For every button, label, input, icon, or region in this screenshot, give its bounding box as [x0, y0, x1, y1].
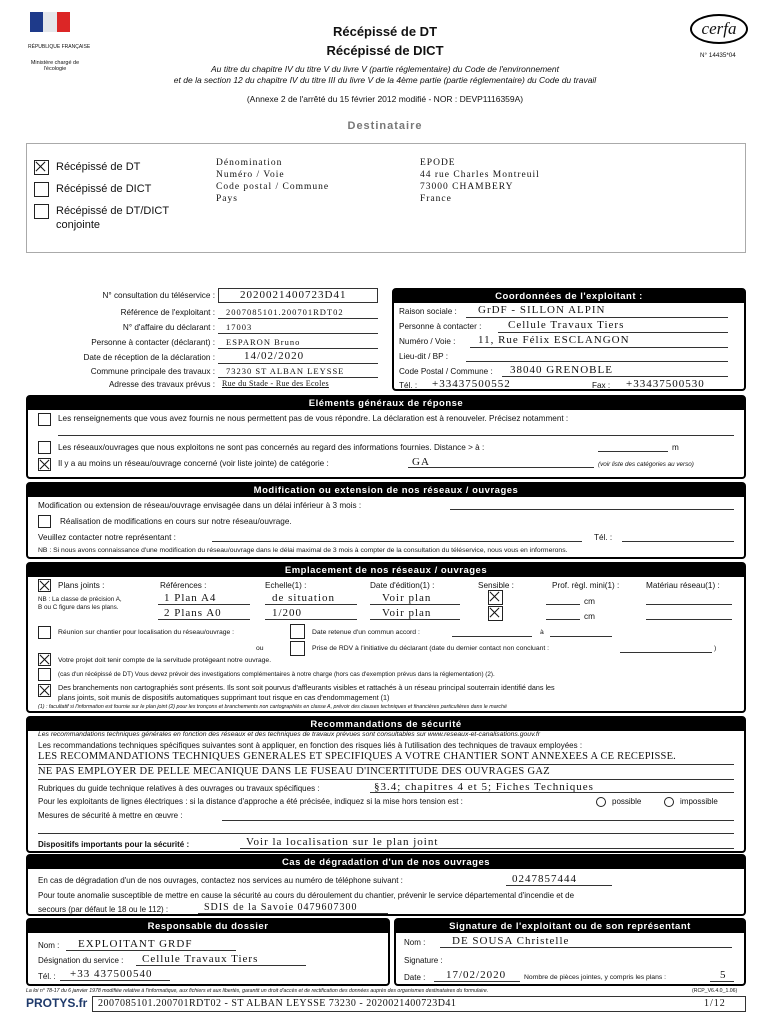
line-secu1	[38, 764, 734, 765]
line-secu6	[240, 848, 734, 849]
resp-label-tel: Tél. :	[38, 972, 56, 981]
label-recepisse-dt: Récépissé de DT	[56, 161, 141, 173]
label-m: m	[672, 443, 679, 452]
label-adresse: Adresse des travaux prévus :	[108, 380, 215, 389]
checkbox-plans-joints[interactable]	[38, 579, 51, 592]
resp-label-service: Désignation du service :	[38, 956, 124, 965]
checkbox-branchements[interactable]	[38, 684, 51, 697]
label-personne: Personne à contacter :	[399, 322, 482, 331]
line-secu5b	[38, 833, 734, 834]
checkbox-concerne[interactable]	[38, 458, 51, 471]
degrad-value3: SDIS de la Savoie 0479607300	[204, 902, 358, 913]
line-row1-date	[370, 604, 460, 605]
categorie-note: (voir liste des catégories au verso)	[598, 461, 694, 468]
exploitant-heading: Coordonnées de l'exploitant :	[394, 290, 744, 303]
row1-echelle: de situation	[272, 592, 336, 604]
secu-line1: Les recommandations techniques générales en fonction des réseaux et des techniques de travaux prévues sont consultables sur www.reseaux-et-canalisations.gouv.fr	[38, 731, 540, 738]
line-date-retenue	[452, 636, 532, 637]
elements-heading: Eléments généraux de réponse	[28, 397, 744, 410]
line-numero	[470, 347, 728, 348]
label-representant: Veuillez contacter notre représentant :	[38, 533, 176, 542]
sign-label-nom: Nom :	[404, 938, 426, 947]
label-branchements-a: Des branchements non cartographiés sont présents. Ils sont soit pourvus d'affleurants visibles et rattachés à un réseau principal souterrain identifié dans les	[58, 683, 555, 692]
resp-value-service: Cellule Travaux Tiers	[142, 953, 259, 965]
row2-ref: 2 Plans A0	[164, 607, 222, 619]
value-consultation: 2020021400723D41	[240, 289, 347, 301]
value-adresse: Rue du Stade - Rue des Ecoles	[222, 379, 329, 388]
line-commune	[218, 377, 378, 378]
checkbox-non-concernes[interactable]	[38, 441, 51, 454]
secu-line2: Les recommandations techniques spécifiques suivantes sont à appliquer, en fonction des risques liés à l'utilisation des techniques de travaux employées :	[38, 741, 583, 750]
label-impossible: impossible	[680, 797, 718, 806]
value-affaire: 17003	[226, 322, 253, 332]
value-commune: 73230 ST ALBAN LEYSSE	[226, 366, 345, 376]
checkbox-row1-sensible[interactable]	[488, 590, 503, 605]
line-ref	[218, 318, 378, 319]
value-fax: +33437500530	[626, 378, 705, 390]
sign-value-pieces: 5	[720, 969, 727, 981]
label-fax: Fax :	[592, 381, 611, 390]
label-consultation: N° consultation du téléservice :	[102, 291, 215, 300]
dest-value-pays: France	[420, 194, 452, 204]
label-sensible: Sensible :	[478, 581, 514, 590]
republic-text: RÉPUBLIQUE FRANÇAISE	[28, 44, 91, 50]
dest-value-cp: 73000 CHAMBERY	[420, 182, 514, 192]
footer-rcp: (RCP_V6.4.0_1.06)	[692, 988, 738, 994]
footer-page: 1/12	[704, 998, 726, 1009]
line-resp-tel	[60, 980, 170, 981]
line-row1-ech	[265, 604, 357, 605]
line-modif-tel	[622, 541, 734, 542]
line-row2-date	[370, 619, 460, 620]
secu-value1: LES RECOMMANDATIONS TECHNIQUES GENERALES ET SPECIFIQUES A VOTRE CHANTIER SONT ANNEXEES A CE RECEPISSE.	[38, 751, 677, 762]
row2-echelle: 1/200	[272, 607, 303, 619]
checkbox-servitude[interactable]	[38, 653, 51, 666]
label-date-retenue: Date retenue d'un commun accord :	[312, 629, 420, 636]
label-investigations: (cas d'un récépissé de DT) Vous devez prévoir des investigations complémentaires à notre charge (hors cas d'exemption prévus dans la réglementation) (2).	[58, 671, 495, 678]
line-raison	[466, 317, 728, 318]
line-row2-mat	[646, 619, 732, 620]
checkbox-renseignements[interactable]	[38, 413, 51, 426]
footer-law: La loi n° 78-17 du 6 janvier 1978 modifiée relative à l'informatique, aux fichiers et aux libertés, garantit un droit d'accès et de rectification des données auprès des organismes destinataires du formulaire.	[26, 988, 489, 994]
line-lieudit	[466, 361, 728, 362]
cerfa-number: N° 14435*04	[700, 52, 736, 59]
secu-value3: §3.4; chapitres 4 et 5; Fiches Techniques	[374, 781, 594, 793]
value-tel: +33437500552	[432, 378, 511, 390]
label-echelle: Echelle(1) :	[265, 581, 307, 590]
checkbox-modif-cours[interactable]	[38, 515, 51, 528]
row2-date: Voir plan	[382, 607, 432, 619]
sign-label-signature: Signature :	[404, 956, 443, 965]
dest-label-denomination: Dénomination	[216, 158, 283, 168]
label-commune: Commune principale des travaux :	[90, 367, 215, 376]
checkbox-recepisse-conjointe[interactable]	[34, 204, 49, 219]
value-cp-commune: 38040 GRENOBLE	[510, 364, 613, 376]
line-sign-pieces	[710, 981, 734, 982]
label-materiau: Matériau réseau(1) :	[646, 581, 720, 590]
row2-cm: cm	[584, 612, 595, 621]
value-categorie: GA	[412, 456, 430, 468]
label-a: à	[540, 629, 544, 636]
line-personne	[498, 332, 728, 333]
row1-cm: cm	[584, 597, 595, 606]
sign-heading: Signature de l'exploitant ou de son représentant	[396, 920, 744, 933]
cerfa-logo	[690, 14, 748, 44]
value-date-reception: 14/02/2020	[244, 350, 305, 362]
label-prof: Prof. règl. mini(1) :	[552, 581, 620, 590]
value-personne: Cellule Travaux Tiers	[508, 319, 625, 331]
protys-logo: PROTYS.fr	[26, 996, 88, 1010]
line-row2-prof	[546, 619, 580, 620]
secu-line5: Mesures de sécurité à mettre en œuvre :	[38, 811, 183, 820]
label-rdv: Prise de RDV à l'initiative du déclarant (date du dernier contact non concluant :	[312, 645, 550, 652]
label-concerne: Il y a au moins un réseau/ouvrage concerné (voir liste jointe) de catégorie :	[58, 459, 329, 468]
line-row1-mat	[646, 604, 732, 605]
line-representant	[212, 541, 582, 542]
secu-line6: Dispositifs importants pour la sécurité :	[38, 840, 190, 849]
line-row2-ref	[158, 619, 250, 620]
line-secu3	[370, 792, 734, 793]
label-renseignements: Les renseignements que vous avez fournis ne nous permettent pas de vous répondre. La déclaration est à renouveler. Précisez notamment :	[58, 414, 569, 423]
dest-label-cp: Code postal / Commune	[216, 182, 330, 192]
label-date-edition: Date d'édition(1) :	[370, 581, 435, 590]
line-categorie	[408, 467, 594, 468]
destinataire-heading: Destinataire	[347, 120, 423, 132]
label-affaire: N° d'affaire du déclarant :	[122, 323, 215, 332]
subtitle-2: et de la section 12 du chapitre IV du titre III du livre V de la 4ème partie (partie réglementaire) du Code du travail	[173, 75, 597, 85]
label-date-reception: Date de réception de la déclaration :	[83, 353, 215, 362]
destinataire-box	[26, 143, 746, 253]
sign-value-date: 17/02/2020	[446, 969, 507, 981]
line-a	[550, 636, 612, 637]
label-reunion: Réunion sur chantier pour localisation du réseau/ouvrage :	[58, 629, 235, 636]
line-rdv	[620, 652, 712, 653]
resp-value-tel: +33 437500540	[70, 968, 153, 980]
line-renseignements	[58, 435, 734, 436]
label-non-concernes: Les réseaux/ouvrages que nous exploitons ne sont pas concernés au regard des informations fournies. Distance > à :	[58, 443, 485, 452]
title-dict: Récépissé de DICT	[326, 43, 444, 58]
value-ref-exploitant: 2007085101.200701RDT02	[226, 307, 344, 317]
label-recepisse-conjointe: Récépissé de DT/DICT conjointe	[56, 205, 169, 231]
emplacement-heading: Emplacement de nos réseaux / ouvrages	[28, 564, 744, 577]
value-contact-declarant: ESPARON Bruno	[226, 337, 301, 347]
line-distance	[598, 451, 668, 452]
modif-nb: NB : Si nous avons connaissance d'une modification du réseau/ouvrage dans le délai maximal de 3 mois à compter de la consultation du téléservice, nous vous en informerons.	[38, 547, 568, 554]
dest-value-denomination: EPODE	[420, 158, 456, 168]
degrad-line3: secours (par défaut le 18 ou le 112) :	[38, 905, 169, 914]
emplacement-nb: NB : La classe de précision A, B ou C figure dans les plans.	[38, 596, 122, 611]
sign-value-nom: DE SOUSA Christelle	[452, 935, 570, 947]
line-sign-nom	[440, 947, 732, 948]
label-ref-exploitant: Référence de l'exploitant :	[120, 308, 215, 317]
row1-ref: 1 Plan A4	[164, 592, 217, 604]
line-row1-prof	[546, 604, 580, 605]
resp-value-nom: EXPLOITANT GRDF	[78, 938, 193, 950]
line-cp	[502, 376, 728, 377]
label-servitude: Votre projet doit tenir compte de la servitude protégeant notre ouvrage.	[58, 657, 272, 664]
dest-label-numero: Numéro / Voie	[216, 170, 285, 180]
line-secu2	[38, 779, 734, 780]
secu-value2: NE PAS EMPLOYER DE PELLE MECANIQUE DANS LE FUSEAU D'INCERTITUDE DES OUVRAGES GAZ	[38, 766, 550, 777]
label-numero-voie: Numéro / Voie :	[399, 337, 456, 346]
secu-line4: Pour les exploitants de lignes électriques : si la distance d'approche a été précisée, indiquez si la mise hors tension est :	[38, 797, 463, 806]
checkbox-date-retenue[interactable]	[290, 624, 305, 639]
degrad-line2: Pour toute anomalie susceptible de mettre en cause la sécurité au cours du déroulement du chantier, prévenir le service départemental d'incendie et de	[38, 891, 575, 900]
label-ou: ou	[256, 645, 264, 652]
line-degrad1	[506, 885, 612, 886]
label-plans-joints: Plans joints :	[58, 581, 105, 590]
degrad-heading: Cas de dégradation d'un de nos ouvrages	[28, 856, 744, 869]
line-row2-ech	[265, 619, 357, 620]
radio-possible[interactable]	[596, 797, 606, 807]
checkbox-recepisse-dt[interactable]	[34, 160, 49, 175]
sign-label-date: Date :	[404, 973, 426, 982]
value-numero-voie: 11, Rue Félix ESCLANGON	[478, 334, 630, 346]
resp-heading: Responsable du dossier	[28, 920, 388, 933]
cerfa-text: cerfa	[701, 19, 737, 38]
emplacement-footnote: (1) : facultatif si l'information est fournie sur le plan joint (2) pour les tronçons et branchements non cartographiés en classe A, prévoir des clauses techniques et financières particulières dans le marché	[38, 704, 507, 710]
subtitle-1: Au titre du chapitre IV du titre V du livre V (partie réglementaire) du Code de l'environnement	[211, 64, 559, 74]
line-modif	[450, 509, 734, 510]
checkbox-reunion[interactable]	[38, 626, 51, 639]
line-resp-service	[136, 965, 306, 966]
label-raison: Raison sociale :	[399, 307, 457, 316]
label-references: Références :	[160, 581, 207, 590]
secu-line3: Rubriques du guide technique relatives à des ouvrages ou travaux spécifiques :	[38, 784, 320, 793]
annex-text: (Annexe 2 de l'arrêté du 15 février 2012 modifié - NOR : DEVP1116359A)	[246, 94, 524, 104]
footer-ref: 2007085101.200701RDT02 - ST ALBAN LEYSSE 73230 - 2020021400723D41	[98, 998, 457, 1009]
label-modif-tel: Tél. :	[594, 533, 613, 542]
sign-label-pieces: Nombre de pièces jointes, y compris les plans :	[524, 974, 667, 981]
label-modif-envisagee: Modification ou extension de réseau/ouvrage envisagée dans un délai inférieur à 3 mois :	[38, 501, 362, 510]
line-degrad3	[198, 913, 388, 914]
modif-heading: Modification ou extension de nos réseaux / ouvrages	[28, 484, 744, 497]
line-row1-ref	[158, 604, 250, 605]
line-secu5	[222, 820, 734, 821]
line-resp-nom	[66, 950, 236, 951]
label-branchements-b: plans joints, soit munis de dispositifs automatiques supprimant tout risque en cas d'endommagement (1)	[58, 693, 390, 702]
resp-label-nom: Nom :	[38, 941, 60, 950]
label-contact-declarant: Personne à contacter (déclarant) :	[91, 338, 215, 347]
checkbox-recepisse-dict[interactable]	[34, 182, 49, 197]
line-contact	[218, 348, 378, 349]
radio-impossible[interactable]	[664, 797, 674, 807]
line-sign-date	[434, 981, 520, 982]
checkbox-row2-sensible[interactable]	[488, 606, 503, 621]
label-lieudit: Lieu-dit / BP :	[399, 352, 449, 361]
dest-label-pays: Pays	[216, 194, 238, 204]
degrad-line1: En cas de dégradation d'un de nos ouvrages, contactez nos services au numéro de téléphone suivant :	[38, 876, 403, 885]
checkbox-investigations[interactable]	[38, 668, 51, 681]
line-affaire	[218, 333, 378, 334]
value-raison: GrDF - SILLON ALPIN	[478, 304, 606, 316]
secu-heading: Recommandations de sécurité	[28, 718, 744, 731]
secu-value6: Voir la localisation sur le plan joint	[246, 836, 439, 848]
title-dt: Récépissé de DT	[332, 24, 438, 39]
rdv-close: )	[714, 645, 717, 652]
label-cp-commune: Code Postal / Commune :	[399, 367, 493, 376]
ministry-text: Ministère chargé de l'écologie	[30, 60, 80, 72]
label-tel: Tél. :	[399, 381, 418, 390]
dest-value-numero: 44 rue Charles Montreuil	[420, 170, 540, 180]
checkbox-rdv[interactable]	[290, 641, 305, 656]
label-recepisse-dict: Récépissé de DICT	[56, 183, 152, 195]
line-date	[218, 363, 378, 364]
label-modif-cours: Réalisation de modifications en cours sur notre réseau/ouvrage.	[60, 517, 292, 526]
degrad-value1: 0247857444	[512, 873, 577, 885]
label-possible: possible	[612, 797, 642, 806]
row1-date: Voir plan	[382, 592, 432, 604]
